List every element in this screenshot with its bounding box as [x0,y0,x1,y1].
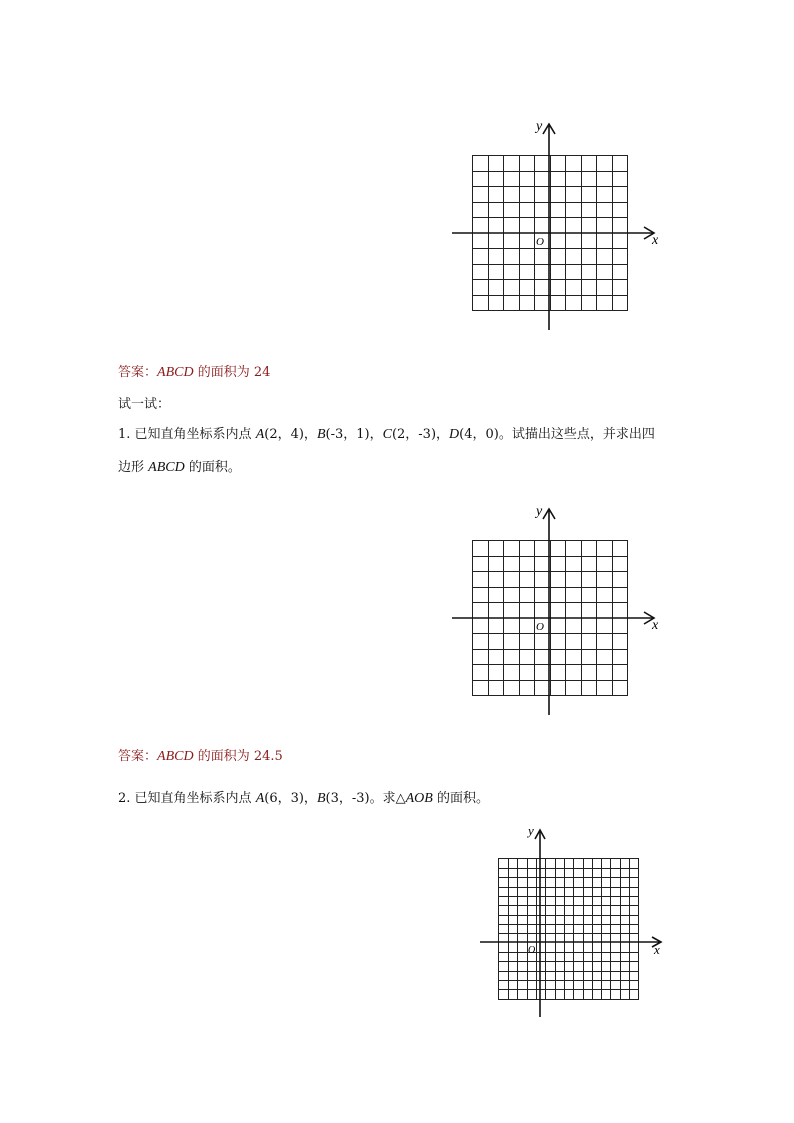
y-axis-label: y [528,823,534,838]
point-d-name: D [449,427,460,442]
point-a-name: A [255,427,265,442]
problem-2 [118,791,489,807]
point-c-coords: (2，-3)， [391,427,450,442]
answer-prefix: 答案： [118,365,158,380]
answer-prefix: 答案： [118,749,158,764]
shape-name: ABCD [157,749,194,764]
coordinate-grid-2 [448,499,670,721]
triangle-name: AOB [405,791,433,806]
grid-lines [499,859,639,1000]
shape-name: ABCD [157,365,194,380]
problem-text: 。试描出这些点，并求出四 [498,427,655,442]
axes [452,124,654,330]
point-d-coords: (4，0) [459,427,499,442]
problem-text: 的面积。 [184,460,241,475]
point-c-name: C [382,427,392,442]
point-b-name: B [316,791,326,806]
coordinate-grid-3 [476,820,676,1020]
y-axis-label: y [536,119,543,134]
shape-name: ABCD [148,460,185,475]
point-b-name: B [316,427,326,442]
point-b-coords: (3，-3) [325,791,370,806]
point-a-coords: (2，4)， [264,427,317,442]
problem-number: 2. [118,791,135,806]
answer-middle: 的面积为 [193,365,254,380]
point-b-coords: (-3，1)， [325,427,383,442]
problem-text: 已知直角坐标系内点 [134,427,256,442]
axes [452,509,654,715]
y-axis-label: y [536,504,543,519]
point-a-coords: (6，3)， [264,791,317,806]
answer-middle: 的面积为 [193,749,254,764]
problem-text: 已知直角坐标系内点 [134,791,256,806]
origin-label: O [536,621,544,633]
x-axis-label: x [654,942,660,957]
problem-text: 。求△ [369,791,406,806]
answer-value: 24.5 [253,749,283,764]
answer-value: 24 [253,365,271,380]
problem-number: 1. [118,427,135,442]
problem-text: 的面积。 [432,791,489,806]
answer-2 [118,749,283,765]
x-axis-label: x [652,233,659,248]
x-axis-label: x [652,618,659,633]
try-heading: 试一试： [118,397,171,412]
origin-label: O [536,236,544,248]
answer-1 [118,365,270,381]
coordinate-grid-1 [448,114,670,336]
point-a-name: A [255,791,265,806]
problem-text: 边形 [118,460,149,475]
problem-1-line-2 [118,460,241,476]
origin-label: O [528,945,536,956]
problem-1-line-1 [118,427,655,443]
